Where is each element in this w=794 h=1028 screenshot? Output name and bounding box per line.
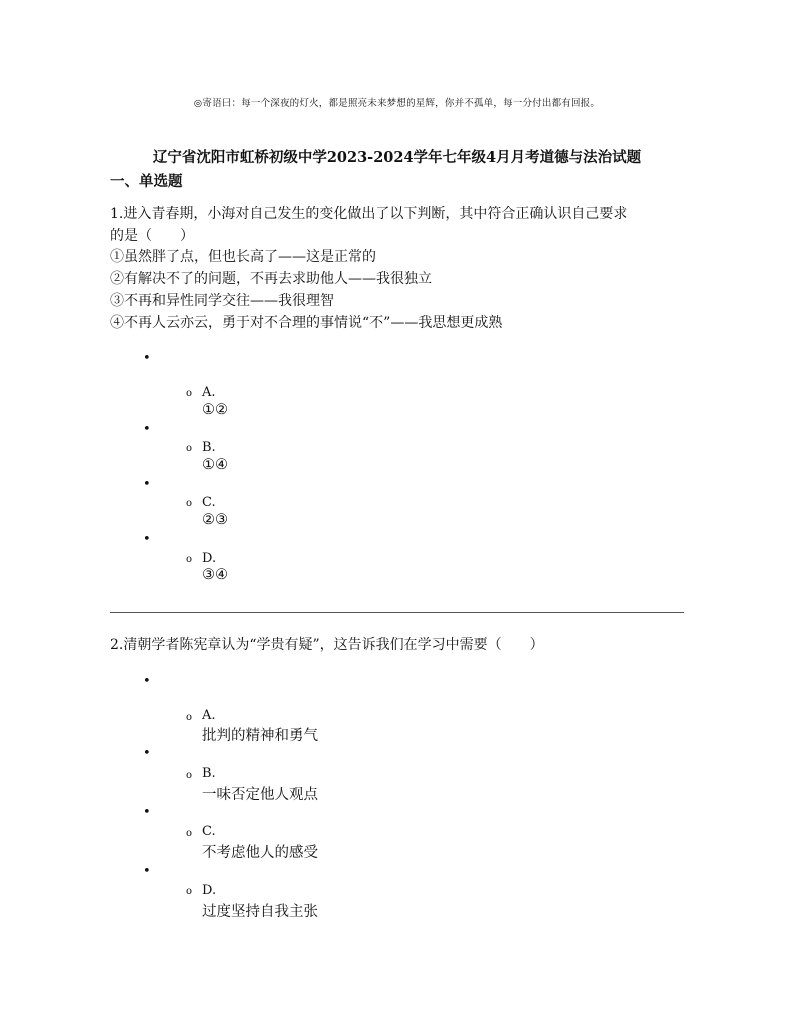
question-1-stem-line-2: 的是（ ） bbox=[110, 228, 194, 244]
sub-bullet-icon: o bbox=[186, 443, 193, 454]
sub-bullet-icon: o bbox=[186, 498, 193, 509]
q1-option-d-letter[interactable]: D. bbox=[202, 551, 217, 566]
question-1-statement-1: ①虽然胖了点，但也长高了——这是正常的 bbox=[110, 249, 376, 265]
question-1-statement-2: ②有解决不了的问题，不再去求助他人——我很独立 bbox=[110, 271, 432, 287]
q2-option-c-letter[interactable]: C. bbox=[202, 824, 216, 839]
exam-title: 辽宁省沈阳市虹桥初级中学2023-2024学年七年级4月月考道德与法治试题 bbox=[152, 149, 642, 166]
bullet-icon: • bbox=[143, 674, 151, 689]
q2-option-c-text[interactable]: 不考虑他人的感受 bbox=[202, 845, 318, 861]
question-1-stem-line-1: 1.进入青春期，小海对自己发生的变化做出了以下判断，其中符合正确认识自己要求 bbox=[110, 206, 628, 222]
q1-option-c-letter[interactable]: C. bbox=[202, 495, 216, 510]
q1-option-b-text[interactable]: ①④ bbox=[202, 457, 228, 473]
sub-bullet-icon: o bbox=[186, 828, 193, 839]
q1-option-d-text[interactable]: ③④ bbox=[202, 567, 228, 583]
bullet-icon: • bbox=[143, 746, 151, 761]
bullet-icon: • bbox=[143, 422, 151, 437]
question-2-stem: 2.清朝学者陈宪章认为“学贵有疑”，这告诉我们在学习中需要（ ） bbox=[110, 637, 544, 653]
sub-bullet-icon: o bbox=[186, 388, 193, 399]
sub-bullet-icon: o bbox=[186, 886, 193, 897]
sub-bullet-icon: o bbox=[186, 770, 193, 781]
q2-option-a-text[interactable]: 批判的精神和勇气 bbox=[202, 728, 318, 744]
q1-option-b-letter[interactable]: B. bbox=[202, 440, 216, 455]
q1-option-a-letter[interactable]: A. bbox=[202, 385, 216, 400]
bullet-icon: • bbox=[143, 864, 151, 879]
q2-option-d-letter[interactable]: D. bbox=[202, 883, 217, 898]
sub-bullet-icon: o bbox=[186, 554, 193, 565]
question-1-statement-4: ④不再人云亦云，勇于对不合理的事情说“不”——我思想更成熟 bbox=[110, 315, 503, 331]
bullet-icon: • bbox=[143, 351, 151, 366]
q1-option-a-text[interactable]: ①② bbox=[202, 402, 228, 418]
sub-bullet-icon: o bbox=[186, 712, 193, 723]
bullet-icon: • bbox=[143, 532, 151, 547]
bullet-icon: • bbox=[143, 805, 151, 820]
q2-option-d-text[interactable]: 过度坚持自我主张 bbox=[202, 904, 318, 920]
q1-option-c-text[interactable]: ②③ bbox=[202, 512, 228, 528]
header-motto: ◎寄语曰：每一个深夜的灯火，都是照亮未来梦想的星辉，你并不孤单，每一分付出都有回报。 bbox=[193, 98, 601, 109]
bullet-icon: • bbox=[143, 477, 151, 492]
q2-option-a-letter[interactable]: A. bbox=[202, 708, 216, 723]
question-1-statement-3: ③不再和异性同学交往——我很理智 bbox=[110, 293, 334, 309]
question-divider bbox=[110, 612, 684, 613]
q2-option-b-text[interactable]: 一味否定他人观点 bbox=[202, 787, 318, 803]
q2-option-b-letter[interactable]: B. bbox=[202, 766, 216, 781]
section-heading: 一、单选题 bbox=[110, 173, 183, 190]
